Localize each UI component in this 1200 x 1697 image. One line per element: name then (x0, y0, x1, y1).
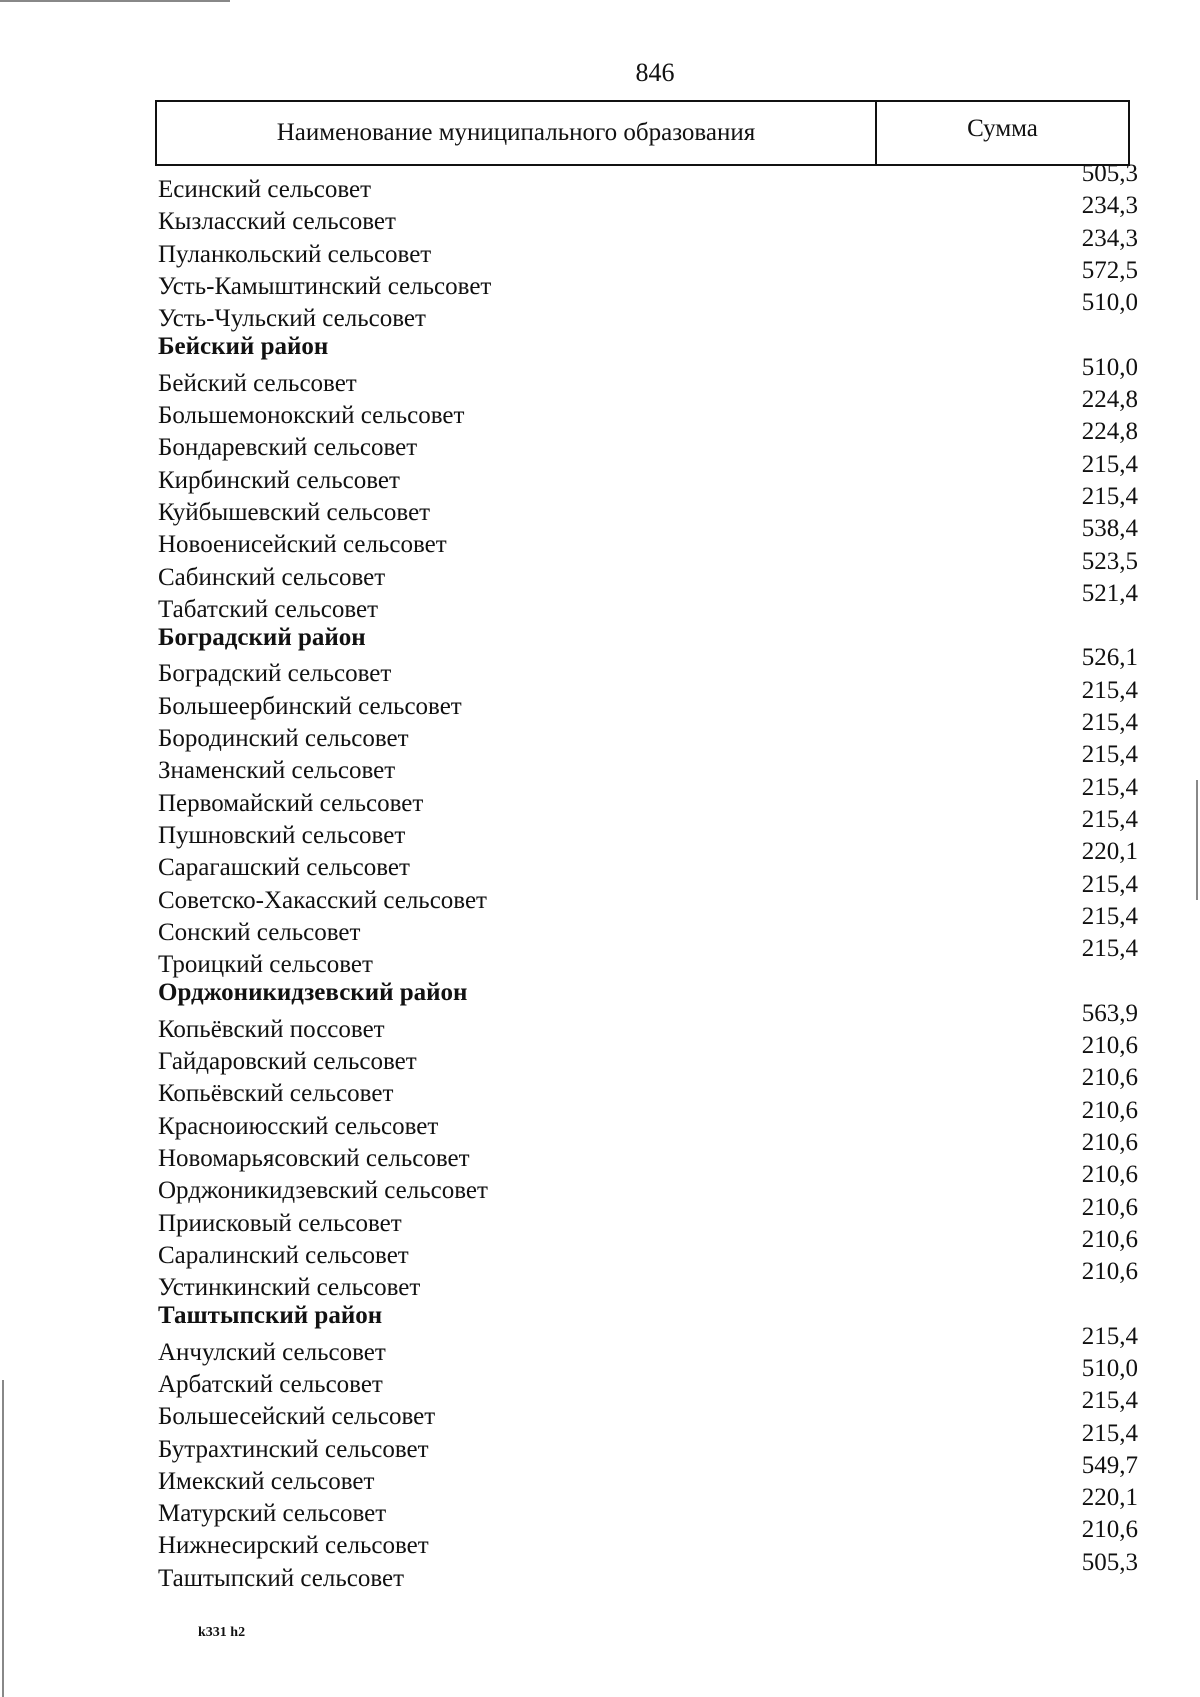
municipality-name: Арбатский сельсовет (158, 1370, 383, 1398)
sum-value: 215,4 (1081, 1387, 1138, 1415)
sum-value: 215,4 (1081, 870, 1138, 898)
table-row (0, 289, 1200, 333)
sum-value: 510,0 (1081, 1354, 1138, 1382)
sum-value: 523,5 (1081, 547, 1138, 575)
municipality-name: Бутрахтинский сельсовет (158, 1435, 429, 1463)
sum-value: 538,4 (1081, 515, 1138, 543)
sum-value: 215,4 (1081, 805, 1138, 833)
sum-value: 526,1 (1081, 644, 1138, 672)
municipality-name: Знаменский сельсовет (158, 757, 396, 785)
municipality-name: Троицкий сельсовет (158, 951, 373, 979)
table-row (0, 418, 1200, 462)
sum-value: 210,6 (1081, 1225, 1138, 1253)
municipality-name: Сарагашский сельсовет (158, 854, 410, 882)
sum-value: 215,4 (1081, 1322, 1138, 1350)
table-row (0, 644, 1200, 688)
sum-value: 210,6 (1081, 1032, 1138, 1060)
municipality-name: Нижнесирский сельсовет (158, 1532, 429, 1560)
municipality-name: Сабинский сельсовет (158, 563, 386, 591)
sum-value: 234,3 (1081, 192, 1138, 220)
municipality-name: Кирбинский сельсовет (158, 466, 400, 494)
table-row (0, 935, 1200, 979)
page-number: 846 (635, 58, 675, 87)
table-row (0, 1161, 1200, 1205)
table-row (0, 1064, 1200, 1108)
municipality-name: Копьёвский сельсовет (158, 1080, 394, 1108)
sum-value: 215,4 (1081, 902, 1138, 930)
sum-value: 210,6 (1081, 1516, 1138, 1544)
column-header-name: Наименование муниципального образования (157, 102, 877, 164)
table-row (0, 192, 1200, 236)
footer-code: k331 h2 (198, 1625, 246, 1640)
sum-value: 224,8 (1081, 386, 1138, 414)
municipality-name: Есинский сельсовет (158, 176, 372, 203)
table-row (0, 386, 1200, 430)
table-row (0, 805, 1200, 849)
sum-value: 210,6 (1081, 1096, 1138, 1124)
municipality-name: Бондаревский сельсовет (158, 434, 418, 462)
municipality-name: Сонский сельсовет (158, 918, 361, 946)
table-row (0, 353, 1200, 397)
municipality-name: Саралинский сельсовет (158, 1241, 409, 1269)
table-row (0, 1128, 1200, 1172)
column-header-sum: Сумма (967, 115, 1038, 142)
municipality-name: Кызласский сельсовет (158, 208, 396, 236)
sum-value: 224,8 (1081, 418, 1138, 446)
table-row (0, 999, 1200, 1043)
sum-value: 215,4 (1081, 773, 1138, 801)
municipality-name: Первомайский сельсовет (158, 789, 424, 817)
municipality-name: Приисковый сельсовет (158, 1209, 402, 1237)
municipality-name: Устинкинский сельсовет (158, 1274, 421, 1302)
table-header (155, 100, 1130, 166)
table-row (0, 482, 1200, 526)
table-row (0, 1096, 1200, 1140)
municipality-name: Большемонокский сельсовет (158, 402, 465, 430)
district-name: Бейский район (158, 333, 329, 361)
sum-value: 220,1 (1081, 838, 1138, 866)
table-row (0, 773, 1200, 817)
sum-value: 210,6 (1081, 1161, 1138, 1189)
table-row (0, 1451, 1200, 1495)
municipality-name: Большесейский сельсовет (158, 1403, 436, 1431)
table-row (0, 1225, 1200, 1269)
sum-value: 215,4 (1081, 709, 1138, 737)
municipality-name: Новомарьясовский сельсовет (158, 1144, 470, 1172)
district-header-row (0, 331, 1200, 363)
sum-value: 234,3 (1081, 224, 1138, 252)
sum-value: 215,4 (1081, 676, 1138, 704)
municipality-name: Усть-Камыштинский сельсовет (158, 272, 492, 300)
table-row (0, 1548, 1200, 1592)
municipality-name: Усть-Чульский сельсовет (158, 305, 426, 333)
sum-value: 505,3 (1081, 1548, 1138, 1576)
sum-value: 215,4 (1081, 1419, 1138, 1447)
table-row (0, 1322, 1200, 1366)
municipality-name: Большеербинский сельсовет (158, 692, 462, 720)
municipality-name: Таштыпский сельсовет (158, 1564, 404, 1592)
table-row (0, 902, 1200, 946)
municipality-name: Табатский сельсовет (158, 595, 379, 623)
municipality-name: Пуланкольский сельсовет (158, 240, 432, 268)
sum-value: 505,3 (1081, 160, 1138, 187)
sum-value: 210,6 (1081, 1128, 1138, 1156)
table-body (0, 160, 1200, 1592)
table-row (0, 1516, 1200, 1560)
table-row (0, 870, 1200, 914)
sum-value: 215,4 (1081, 741, 1138, 769)
table-row (0, 1419, 1200, 1463)
table-row (0, 450, 1200, 494)
sum-value: 210,6 (1081, 1193, 1138, 1221)
district-header-row (0, 1300, 1200, 1332)
sum-value: 210,6 (1081, 1258, 1138, 1286)
municipality-name: Орджоникидзевский сельсовет (158, 1177, 488, 1205)
municipality-name: Копьёвский поссовет (158, 1015, 385, 1043)
municipality-name: Пушновский сельсовет (158, 821, 406, 849)
table-row (0, 676, 1200, 720)
sum-value: 510,0 (1081, 353, 1138, 381)
district-header-row (0, 622, 1200, 654)
sum-value: 210,6 (1081, 1064, 1138, 1092)
table-row (0, 515, 1200, 559)
municipality-name: Куйбышевский сельсовет (158, 498, 431, 526)
sum-value: 220,1 (1081, 1484, 1138, 1512)
sum-value: 215,4 (1081, 482, 1138, 510)
table-row (0, 1258, 1200, 1302)
sum-value: 510,0 (1081, 289, 1138, 317)
municipality-name: Имекский сельсовет (158, 1467, 375, 1495)
district-header-row (0, 977, 1200, 1009)
district-name: Орджоникидзевский район (158, 979, 468, 1007)
table-row (0, 1193, 1200, 1237)
district-name: Таштыпский район (158, 1302, 383, 1330)
sum-value: 563,9 (1081, 999, 1138, 1027)
sum-value: 215,4 (1081, 450, 1138, 478)
scan-edge-top (0, 0, 230, 2)
table-row (0, 1032, 1200, 1076)
table-row (0, 838, 1200, 882)
table-row (0, 547, 1200, 591)
table-row (0, 1387, 1200, 1431)
table-row (0, 709, 1200, 753)
municipality-name: Бородинский сельсовет (158, 725, 409, 753)
municipality-name: Боградский сельсовет (158, 660, 392, 688)
table-row (0, 579, 1200, 623)
sum-value: 521,4 (1081, 579, 1138, 607)
sum-value: 572,5 (1081, 256, 1138, 284)
municipality-name: Новоенисейский сельсовет (158, 531, 447, 559)
municipality-name: Бейский сельсовет (158, 369, 357, 397)
municipality-name: Советско-Хакасский сельсовет (158, 886, 487, 914)
table-row (0, 741, 1200, 785)
municipality-name: Матурский сельсовет (158, 1500, 387, 1528)
municipality-name: Анчулский сельсовет (158, 1338, 386, 1366)
table-row (0, 160, 1200, 203)
district-name: Боградский район (158, 624, 366, 652)
sum-value: 549,7 (1081, 1451, 1138, 1479)
sum-value: 215,4 (1081, 935, 1138, 963)
municipality-name: Гайдаровский сельсовет (158, 1048, 417, 1076)
municipality-name: Красноиюсский сельсовет (158, 1112, 439, 1140)
table-row (0, 1354, 1200, 1398)
table-row (0, 224, 1200, 268)
table-row (0, 256, 1200, 300)
table-row (0, 1484, 1200, 1528)
